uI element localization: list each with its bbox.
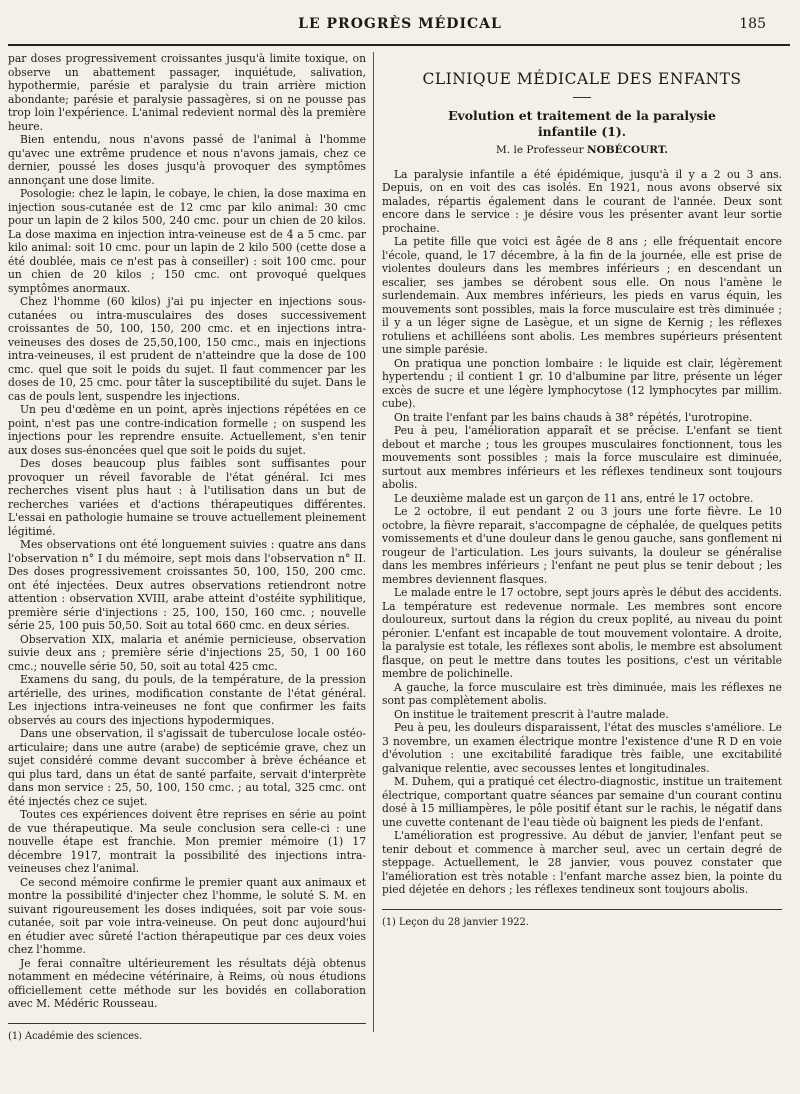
right-footnote-rule: [382, 909, 782, 910]
right-paragraph-8: Le malade entre le 17 octobre, sept jours après le début des accidents. La température est redevenue normale. Les membres sont encore douloureux, surtout dans la région du creux poplité, au niveau du point péronier. L'enfant est incapable de tout mouvement volontaire. A droite, la paralysie est totale, les réflexes sont abolis, le membre est absolument flasque, on peut le mettre dans toutes les positions, c'est un véritable membre de polichinelle.: [382, 586, 782, 680]
left-paragraph-13: Je ferai connaître ultérieurement les résultats déjà obtenus notamment en médecine vétérinaire, à Reims, où nous étudions officiellement cette méthode sur les bovidés en collaboration avec M. Médéric Rousseau.: [8, 956, 366, 1010]
page-number: 185: [739, 16, 766, 32]
right-column: [382, 52, 782, 1092]
left-paragraph-9: Examens du sang, du pouls, de la température, de la pression artérielle, des urines, modification constante de l'état général. Les injections intra-veineuses ne font que confirmer les faits observés au cours des injections hypodermiques.: [8, 673, 366, 727]
right-paragraph-1: La paralysie infantile a été épidémique, jusqu'à il y a 2 ou 3 ans. Depuis, on en voit des cas isolés. En 1921, nous avons observé six malades, répartis également dans le courant de l'année. Deux sont encore dans le service : je désire vous les présenter avant leur sortie prochaine.: [382, 167, 782, 235]
left-paragraph-3: Posologie: chez le lapin, le cobaye, le chien, la dose maxima en injection sous-cutanée est de 12 cmc par kilo animal: 30 cmc pour un lapin de 2 kilos 500, 240 cmc. pour un chien de 20 kilos. La dose maxima en injection intra-veineuse est de 4 a 5 cmc. par kilo animal: soit 10 cmc. pour un lapin de 2 kilo 500 (cette dose a été doublée, mais ce n'est pas à conseiller) : soit 100 cmc. pour un chien de 20 kilos ; 150 cmc. ont provoqué quelques symptômes anormaux.: [8, 187, 366, 295]
left-paragraph-1: par doses progressivement croissantes jusqu'à limite toxique, on observe un abattement passager, inquiétude, salivation, hypothermie, parésie et paralysie du train arrière miction abondante; parésie et paralysie passagères, si on ne pousse pas trop loin l'expérience. L'animal redevient normal dès la première heure.: [8, 52, 366, 133]
right-paragraph-7: Le 2 octobre, il eut pendant 2 ou 3 jours une forte fièvre. Le 10 octobre, la fièvre reparait, s'accompagne de céphalée, de quelques petits vomissements et d'une douleur dans le genou gauche, sans gonflement ni rougeur de l'articulation. Les jours suivants, la douleur se généralise dans les membres inférieurs ; l'enfant ne peut plus se tenir debout ; les membres deviennent flasques.: [382, 505, 782, 586]
left-footnote: (1) Académie des sciences.: [8, 1030, 143, 1042]
right-paragraph-9: A gauche, la force musculaire est très diminuée, mais les réflexes ne sont pas complètement abolis.: [382, 680, 782, 707]
right-footnote: (1) Leçon du 28 janvier 1922.: [382, 916, 529, 928]
left-paragraph-2: Bien entendu, nous n'avons passé de l'animal à l'homme qu'avec une extrême prudence et nous n'avons jamais, chez ce dernier, poussé les doses jusqu'à provoquer des symptômes annonçant une dose limite.: [8, 133, 366, 187]
left-paragraph-10: Dans une observation, il s'agissait de tuberculose locale ostéo-articulaire; dans une autre (arabe) de septicémie grave, chez un sujet considéré comme devant succomber à brève échéance et qui plus tard, dans un état de santé parfaite, servait d'interprète dans mon service : 25, 50, 100, 150 cmc. ; au total, 325 cmc. ont été injectés chez ce sujet.: [8, 727, 366, 808]
right-paragraph-4: On traite l'enfant par les bains chauds à 38° répétés, l'urotropine.: [394, 410, 753, 424]
left-paragraph-6: Des doses beaucoup plus faibles sont suffisantes pour provoquer un réveil favorable de l'état général. Ici mes recherches visent plus haut : à l'utilisation dans un but de recherches variées et d'actions thérapeutiques différentes. L'essai en pathologie humaine se trouve actuellement pleinement légitimé.: [8, 457, 366, 538]
section-heading: CLINIQUE MÉDICALE DES ENFANTS: [422, 70, 742, 88]
left-column: [8, 52, 366, 1092]
left-paragraph-4: Chez l'homme (60 kilos) j'ai pu injecter en injections sous-cutanées ou intra-musculaires des doses successivement croissantes de 50, 100, 150, 200 cmc. et en injections intra-veineuses des doses de 25,50,100, 150 cmc., mais en injections intra-veineuses, il est prudent de n'atteindre que la dose de 100 cmc. quel que soit le poids du sujet. Il faut commencer par les doses de 10, 25 cmc. pour tâter la susceptibilité du sujet. Dans le cas de pouls lent, suspendre les injections.: [8, 295, 366, 403]
section-rule: [573, 97, 591, 98]
right-paragraph-10: On institue le traitement prescrit à l'autre malade.: [394, 707, 669, 721]
left-paragraph-12: Ce second mémoire confirme le premier quant aux animaux et montre la possibilité d'injecter chez l'homme, le soluté S. M. en suivant rigoureusement les doses indiquées, soit par voie sous-cutanée, soit par voie intra-veineuse. On peut donc aujourd'hui en étudier avec sûreté l'action thérapeutique par ces deux voies chez l'homme.: [8, 875, 366, 956]
author-name: NOBÉCOURT.: [587, 144, 668, 156]
header-rule: [8, 44, 790, 46]
left-paragraph-11: Toutes ces expériences doivent être reprises en série au point de vue thérapeutique. Ma seule conclusion sera celle-ci : une nouvelle étape est franchie. Mon premier mémoire (1) 17 décembre 1917, montrait la possibilité des injections intra-veineuses chez l'animal.: [8, 808, 366, 875]
right-paragraph-6: Le deuxième malade est un garçon de 11 ans, entré le 17 octobre.: [394, 491, 754, 505]
left-paragraph-5: Un peu d'œdème en un point, après injections répétées en ce point, n'est pas une contre-indication formelle ; on suspend les injections pour les reprendre ensuite. Actuellement, s'en tenir aux doses sus-énoncées quel que soit le poids du sujet.: [8, 403, 366, 457]
left-paragraph-8: Observation XIX, malaria et anémie pernicieuse, observation suivie deux ans ; première série d'injections 25, 50, 1 00 160 cmc.; nouvelle série 50, 50, soit au total 425 cmc.: [8, 632, 366, 673]
right-paragraph-3: On pratiqua une ponction lombaire : le liquide est clair, légèrement hypertendu ; il contient 1 gr. 10 d'albumine par litre, présente un léger excès de sucre et une légère lymphocytose (12 lymphocytes par millim. cube).: [382, 356, 782, 410]
article-title: Evolution et traitement de la paralysie infantile (1).: [448, 108, 716, 139]
page-header: [0, 10, 800, 40]
article-body: [382, 168, 782, 897]
right-paragraph-5: Peu à peu, l'amélioration apparaît et se précise. L'enfant se tient debout et marche ; tous les groupes musculaires fonctionnent, tous les mouvements sont possibles ; mais la force musculaire est diminuée, surtout aux membres inférieurs et les réflexes tendineux sont toujours abolis.: [382, 424, 782, 491]
left-footnote-rule: [8, 1023, 366, 1024]
left-paragraph-7: Mes observations ont été longuement suivies : quatre ans dans l'observation n° I du mémoire, sept mois dans l'observation n° II. Des doses progressivement croissantes 50, 100, 150, 200 cmc. ont été injectées. Deux autres observations retiendront notre attention : observation XVIII, arabe atteint d'ostéite syphilitique, première série d'injections : 25, 100, 150, 160 cmc. ; nouvelle série 25, 100 puis 50,50. Soit au total 660 cmc. en deux séries.: [8, 538, 366, 632]
right-paragraph-13: L'amélioration est progressive. Au début de janvier, l'enfant peut se tenir debout et commence à marcher seul, avec un certain degré de steppage. Actuellement, le 28 janvier, vous pouvez constater que l'amélioration est très notable : l'enfant marche assez bien, la pointe du pied déjetée en dehors ; les réflexes tendineux sont toujours abolis.: [382, 829, 782, 896]
right-paragraph-11: Peu à peu, les douleurs disparaissent, l'état des muscles s'améliore. Le 3 novembre, un examen électrique montre l'existence d'une R D en voie d'évolution : une excitabilité faradique très faible, une excitabilité galvanique relentie, avec secousses lentes et longitudinales.: [382, 721, 782, 775]
running-title: LE PROGRÈS MÉDICAL: [298, 16, 502, 32]
right-paragraph-12: M. Duhem, qui a pratiqué cet électro-diagnostic, institue un traitement électrique, comportant quatre séances par semaine d'un courant continu dosé à 15 milliampères, le pôle positif étant sur le rachis, le négatif dans une cuvette contenant de l'eau tiède où baignent les pieds de l'enfant.: [382, 775, 782, 829]
author-line: [382, 144, 782, 158]
column-divider: [373, 52, 374, 1032]
right-paragraph-2: La petite fille que voici est âgée de 8 ans ; elle fréquentait encore l'école, quand, le 17 décembre, à la fin de la journée, elle est prise de violentes douleurs dans les membres inférieurs ; en descendant un escalier, ses jambes se dérobent sous elle. On nous l'amène le surlendemain. Aux membres inférieurs, les pieds en varus équin, les mouvements sont possibles, mais la force musculaire est très diminuée ; il y a un léger signe de Lasègue, et un signe de Kernig ; les réflexes rotuliens et achilléens sont abolis. Les membres supérieurs présentent une simple parésie.: [382, 235, 782, 356]
author-prefix: M. le Professeur: [496, 144, 584, 156]
